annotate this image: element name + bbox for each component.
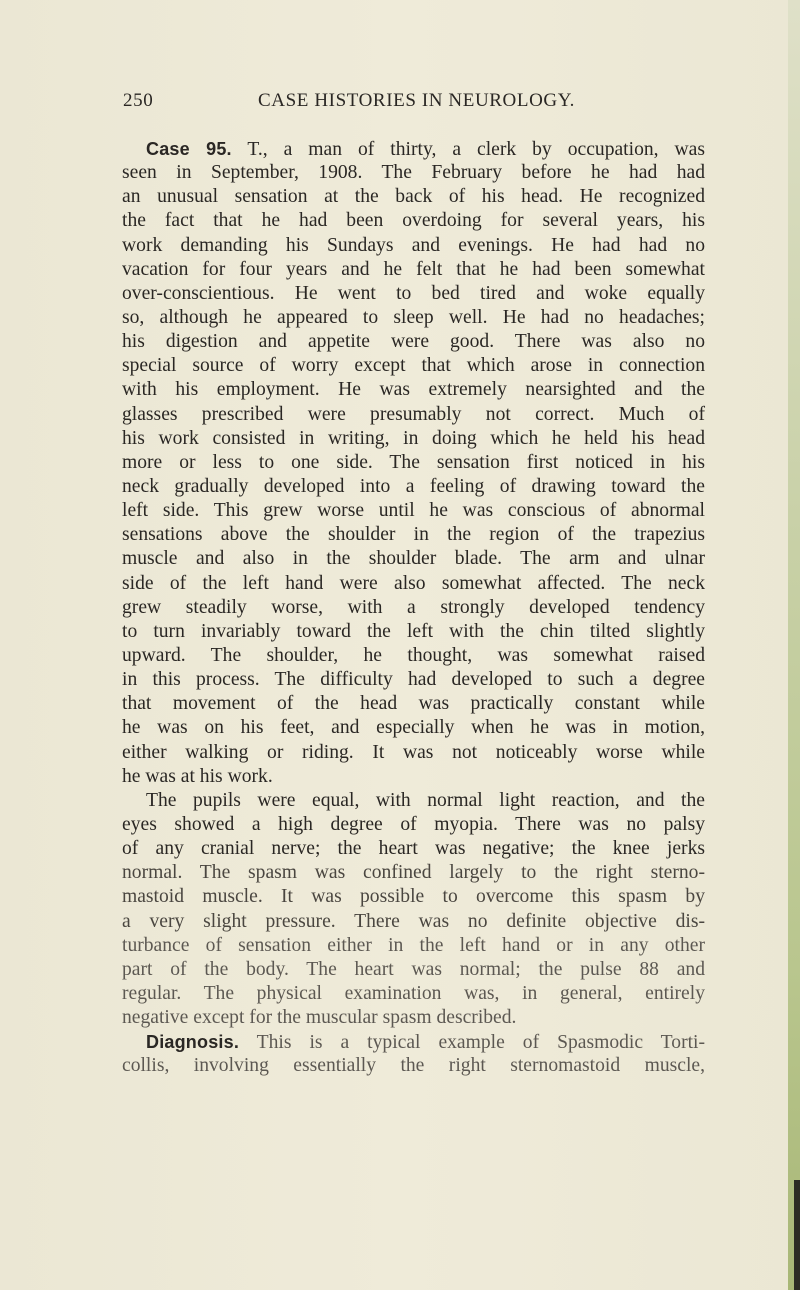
text-line: his work consisted in writing, in doing which he held his head — [122, 427, 705, 449]
text-line: he was at his work. — [122, 765, 273, 787]
text-line: an unusual sensation at the back of his head. He recognized — [122, 186, 705, 208]
running-header — [123, 90, 683, 116]
page-number: 250 — [123, 90, 154, 111]
text-line: neck gradually developed into a feeling of drawing toward the — [122, 475, 705, 497]
text-line: that movement of the head was practically constant while — [122, 693, 705, 715]
text-line: glasses prescribed were presumably not correct. Much of — [122, 403, 705, 425]
text-line: left side. This grew worse until he was conscious of abnormal — [122, 500, 705, 522]
text-line: he was on his feet, and especially when he was in motion, — [122, 717, 705, 739]
text-line: Diagnosis. This is a typical example of Spasmodic Torti- — [146, 1032, 706, 1054]
body-text — [122, 137, 705, 1078]
text-line: seen in September, 1908. The February before he had had — [122, 162, 705, 184]
text-line: side of the left hand were also somewhat affected. The neck — [122, 572, 705, 594]
text-line: to turn invariably toward the left with the chin tilted slightly — [122, 620, 705, 642]
running-title: CASE HISTORIES IN NEUROLOGY. — [258, 90, 575, 111]
text-line: more or less to one side. The sensation first noticed in his — [122, 451, 705, 473]
page-edge-strip — [788, 0, 800, 1290]
text-line: either walking or riding. It was not noticeably worse while — [122, 741, 705, 763]
text-line: collis, involving essentially the right sternomastoid muscle, — [122, 1055, 705, 1077]
text-line: his digestion and appetite were good. There was also no — [122, 331, 705, 353]
text-line: The pupils were equal, with normal light reaction, and the — [146, 789, 705, 811]
text-line: part of the body. The heart was normal; the pulse 88 and — [122, 958, 705, 980]
text-line: a very slight pressure. There was no definite objective dis- — [122, 910, 705, 932]
text-line: turbance of sensation either in the left hand or in any other — [122, 934, 705, 956]
diagnosis-heading: Diagnosis. — [146, 1032, 240, 1053]
text-line: mastoid muscle. It was possible to overcome this spasm by — [122, 886, 705, 908]
text-line: eyes showed a high degree of myopia. There was no palsy — [122, 813, 705, 835]
text-line: work demanding his Sundays and evenings. He had had no — [122, 234, 705, 256]
text-line: upward. The shoulder, he thought, was somewhat raised — [122, 644, 705, 666]
text-line: grew steadily worse, with a strongly developed tendency — [122, 596, 705, 618]
text-line: so, although he appeared to sleep well. He had no headaches; — [122, 306, 705, 328]
text-line: the fact that he had been overdoing for several years, his — [122, 210, 705, 232]
text-line: of any cranial nerve; the heart was negative; the knee jerks — [122, 838, 705, 860]
text-line: Case 95. T., a man of thirty, a clerk by occupation, was — [146, 139, 706, 160]
text-line: sensations above the shoulder in the region of the trapezius — [122, 524, 705, 546]
text-line: in this process. The difficulty had developed to such a degree — [122, 669, 705, 691]
case-heading: Case 95. — [146, 139, 232, 159]
text-line: regular. The physical examination was, in general, entirely — [122, 982, 705, 1004]
text-line: over-conscientious. He went to bed tired and woke equally — [122, 282, 705, 304]
page-edge-shadow — [794, 1180, 800, 1290]
text-line: normal. The spasm was confined largely to the right sterno- — [122, 862, 705, 884]
text-line: with his employment. He was extremely nearsighted and the — [122, 379, 705, 401]
text-line: negative except for the muscular spasm described. — [122, 1007, 517, 1029]
text-line: special source of worry except that which arose in connection — [122, 355, 705, 377]
text-line: vacation for four years and he felt that he had been somewhat — [122, 258, 705, 280]
text-line: muscle and also in the shoulder blade. The arm and ulnar — [122, 548, 705, 570]
